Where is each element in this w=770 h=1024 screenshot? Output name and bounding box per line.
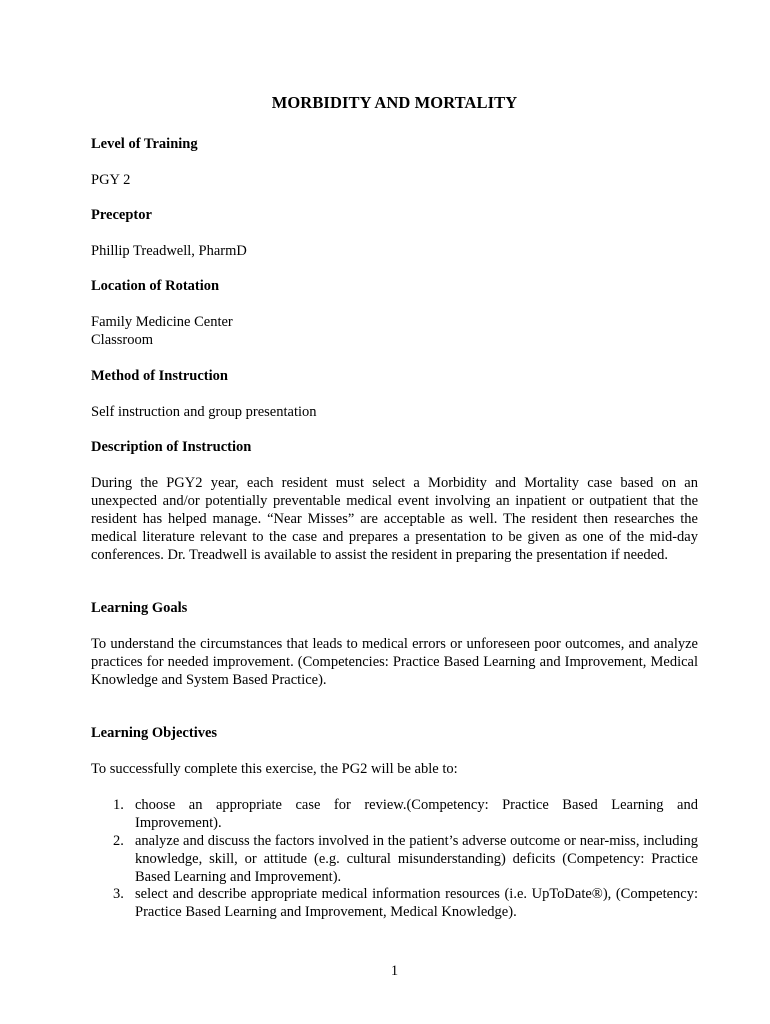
level-of-training-value: PGY 2 (91, 172, 131, 188)
location-line-1: Family Medicine Center (91, 314, 233, 330)
heading-method: Method of Instruction (91, 368, 228, 384)
heading-description: Description of Instruction (91, 439, 252, 455)
description-paragraph: During the PGY2 year, each resident must select a Morbidity and Mortality case based on an unexpected and/or potentially preventable medical event involving an inpatient or outpatient that the resident has helped manage. “Near Misses” are acceptable as well. The resident then researches the medical literature relevant to the case and prepares a presentation to be given as one of the mid-day conferences. Dr. Treadwell is available to assist the resident in preparing the presentation if needed. (91, 475, 698, 563)
learning-goals-paragraph: To understand the circumstances that leads to medical errors or unforeseen poor outcomes, and analyze practices for needed improvement. (Competencies: Practice Based Learning and Improvement, Medical Knowledge and System Based Practice). (91, 636, 698, 688)
list-item-text: analyze and discuss the factors involved in the patient’s adverse outcome or near-miss, including knowledge, skill, or attitude (e.g. cultural misunderstanding) deficits (Competency: Practice Based Learning and Improvement). (135, 833, 698, 885)
heading-preceptor: Preceptor (91, 207, 152, 223)
method-value: Self instruction and group presentation (91, 404, 317, 420)
location-line-2: Classroom (91, 332, 154, 348)
heading-learning-objectives: Learning Objectives (91, 725, 218, 741)
learning-objectives-intro: To successfully complete this exercise, the PG2 will be able to: (91, 761, 458, 777)
preceptor-value: Phillip Treadwell, PharmD (91, 243, 247, 259)
page-number: 1 (390, 963, 399, 979)
list-item-number: 1. (113, 797, 124, 813)
page-title: MORBIDITY AND MORTALITY (271, 93, 518, 112)
heading-learning-goals: Learning Goals (91, 600, 188, 616)
heading-location: Location of Rotation (91, 278, 220, 294)
list-item-number: 3. (113, 886, 124, 902)
list-item-text: select and describe appropriate medical information resources (i.e. UpToDate®), (Competency: Practice Based Learning and Improvement, Medical Knowledge). (135, 886, 698, 920)
heading-level-of-training: Level of Training (91, 136, 198, 152)
list-item-number: 2. (113, 833, 124, 849)
list-item-text: choose an appropriate case for review.(Competency: Practice Based Learning and Improvement). (135, 797, 698, 831)
